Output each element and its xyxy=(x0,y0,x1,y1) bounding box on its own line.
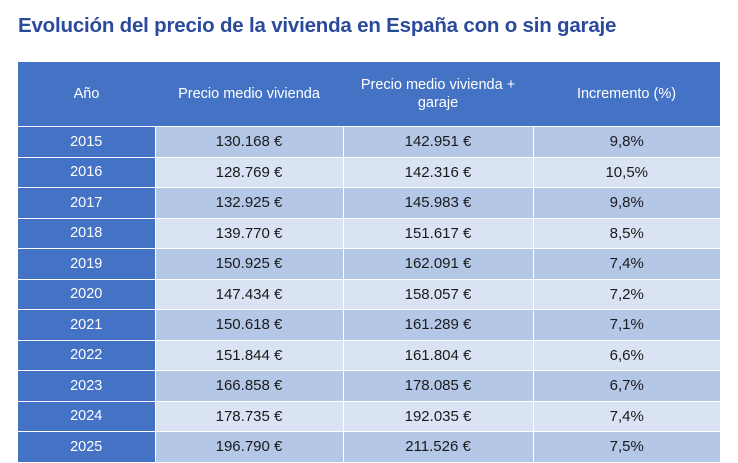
cell-year: 2017 xyxy=(18,188,155,219)
cell-avg-price-garage: 158.057 € xyxy=(343,279,533,310)
cell-year: 2016 xyxy=(18,157,155,188)
table-row xyxy=(18,279,720,310)
cell-avg-price-garage: 192.035 € xyxy=(343,401,533,432)
cell-avg-price-garage: 211.526 € xyxy=(343,432,533,463)
cell-increment: 7,1% xyxy=(533,310,720,341)
cell-year: 2025 xyxy=(18,432,155,463)
cell-year: 2019 xyxy=(18,249,155,280)
cell-avg-price: 196.790 € xyxy=(155,432,343,463)
price-table xyxy=(18,62,720,463)
cell-year: 2023 xyxy=(18,371,155,402)
cell-increment: 6,6% xyxy=(533,340,720,371)
cell-avg-price: 130.168 € xyxy=(155,127,343,158)
cell-increment: 8,5% xyxy=(533,218,720,249)
table-header-row xyxy=(18,62,720,127)
table-body xyxy=(18,127,720,463)
cell-avg-price: 139.770 € xyxy=(155,218,343,249)
column-header-avg-price-garage: Precio medio vivienda + garaje xyxy=(343,62,533,127)
cell-year: 2015 xyxy=(18,127,155,158)
cell-avg-price-garage: 161.289 € xyxy=(343,310,533,341)
cell-avg-price-garage: 142.316 € xyxy=(343,157,533,188)
table-row xyxy=(18,157,720,188)
cell-avg-price: 150.925 € xyxy=(155,249,343,280)
cell-increment: 6,7% xyxy=(533,371,720,402)
table-row xyxy=(18,127,720,158)
page-title: Evolución del precio de la vivienda en España con o sin garaje xyxy=(18,14,617,37)
column-header-avg-price: Precio medio vivienda xyxy=(155,62,343,127)
cell-avg-price: 147.434 € xyxy=(155,279,343,310)
table-header xyxy=(18,62,720,127)
cell-increment: 7,4% xyxy=(533,249,720,280)
table-row xyxy=(18,249,720,280)
cell-increment: 7,5% xyxy=(533,432,720,463)
price-table-container xyxy=(18,62,720,463)
table-row xyxy=(18,218,720,249)
cell-avg-price-garage: 142.951 € xyxy=(343,127,533,158)
cell-avg-price-garage: 145.983 € xyxy=(343,188,533,219)
table-row xyxy=(18,188,720,219)
cell-increment: 9,8% xyxy=(533,188,720,219)
cell-avg-price: 132.925 € xyxy=(155,188,343,219)
cell-increment: 7,4% xyxy=(533,401,720,432)
cell-avg-price: 178.735 € xyxy=(155,401,343,432)
cell-year: 2021 xyxy=(18,310,155,341)
cell-increment: 9,8% xyxy=(533,127,720,158)
cell-avg-price-garage: 161.804 € xyxy=(343,340,533,371)
cell-increment: 7,2% xyxy=(533,279,720,310)
column-header-increment: Incremento (%) xyxy=(533,62,720,127)
column-header-year: Año xyxy=(18,62,155,127)
cell-year: 2022 xyxy=(18,340,155,371)
table-row xyxy=(18,371,720,402)
cell-year: 2020 xyxy=(18,279,155,310)
table-row xyxy=(18,401,720,432)
cell-avg-price: 128.769 € xyxy=(155,157,343,188)
cell-avg-price: 166.858 € xyxy=(155,371,343,402)
cell-avg-price-garage: 151.617 € xyxy=(343,218,533,249)
table-row xyxy=(18,340,720,371)
cell-increment: 10,5% xyxy=(533,157,720,188)
cell-year: 2018 xyxy=(18,218,155,249)
cell-year: 2024 xyxy=(18,401,155,432)
table-row xyxy=(18,432,720,463)
table-row xyxy=(18,310,720,341)
cell-avg-price: 150.618 € xyxy=(155,310,343,341)
cell-avg-price-garage: 178.085 € xyxy=(343,371,533,402)
cell-avg-price: 151.844 € xyxy=(155,340,343,371)
cell-avg-price-garage: 162.091 € xyxy=(343,249,533,280)
